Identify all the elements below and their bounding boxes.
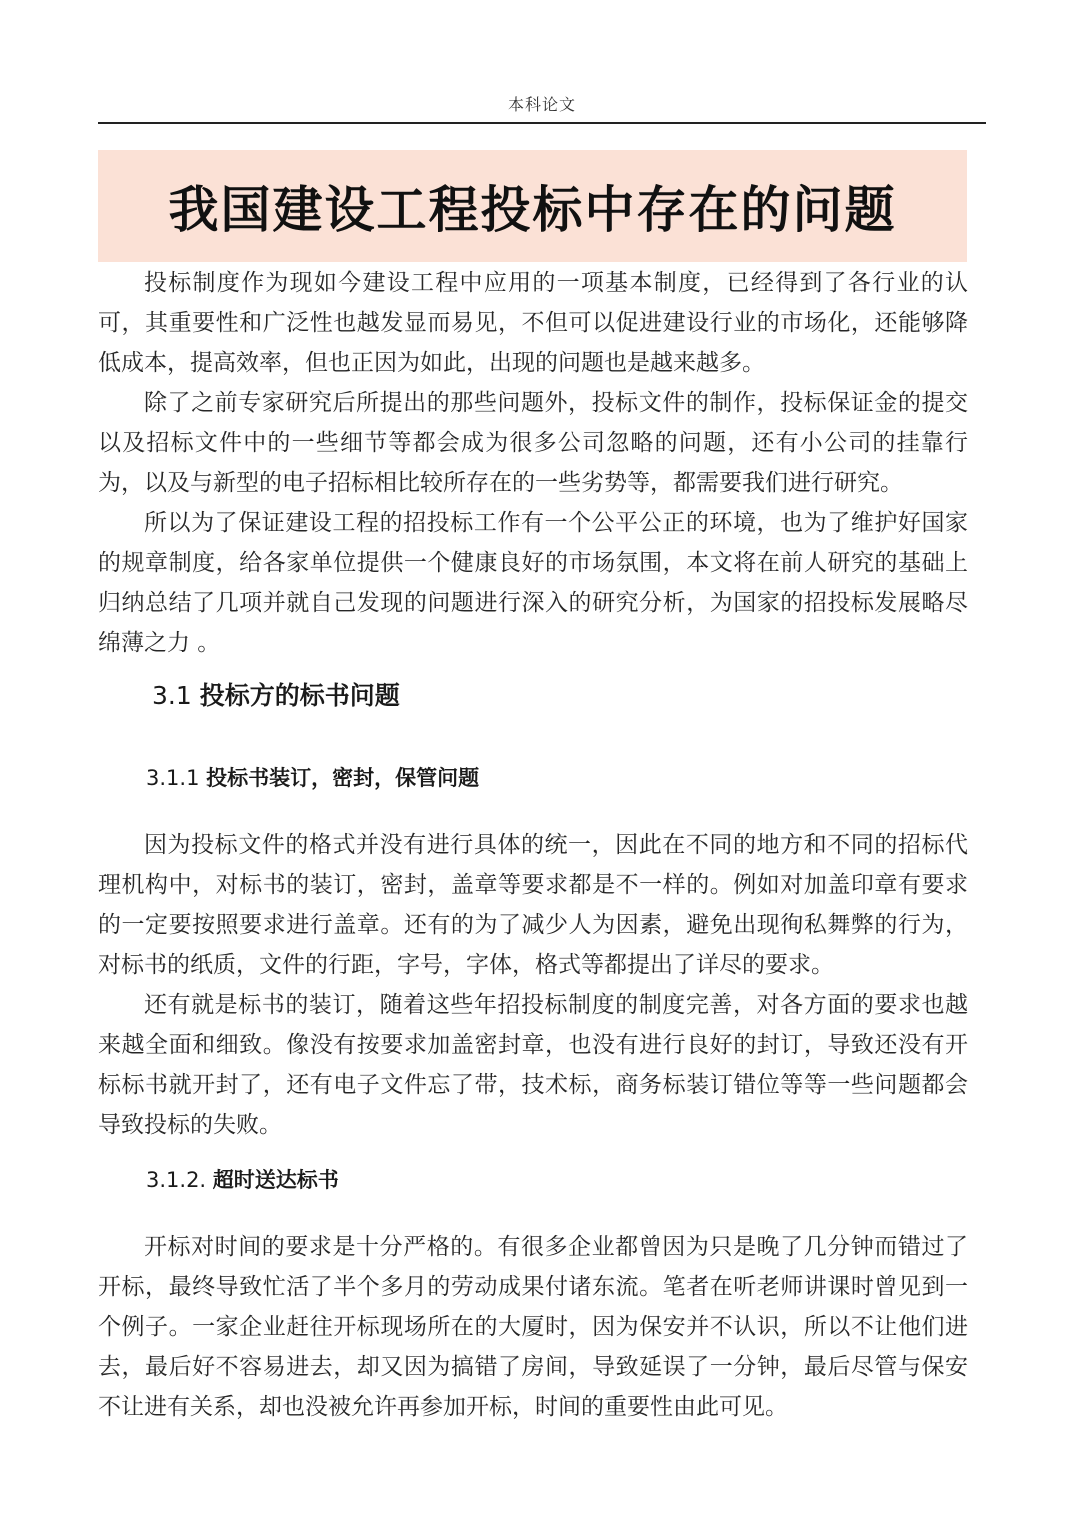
section-number: 3.1.2. — [146, 1168, 207, 1192]
section-heading-3-1-2 — [146, 1164, 339, 1194]
section-number: 3.1 — [152, 681, 192, 710]
section-title: 投标书装订，密封，保管问题 — [206, 766, 480, 790]
header-divider — [98, 122, 986, 124]
section-heading-3-1 — [152, 676, 400, 712]
section-heading-3-1-1 — [146, 762, 479, 792]
section-3-1-2-paragraph-1: 开标对时间的要求是十分严格的。有很多企业都曾因为只是晚了几分钟而错过了开标，最终导致忙活了半个多月的劳动成果付诸东流。笔者在听老师讲课时曾见到一个例子。一家企业赶往开标现场所在的大厦时，因为保安并不认识，所以不让他们进去，最后好不容易进去，却又因为搞错了房间，导致延误了一分钟，最后尽管与保安不让进有关系，却也没被允许再参加开标，时间的重要性由此可见。 — [98, 1234, 968, 1420]
section-number: 3.1.1 — [146, 766, 200, 790]
document-title: 我国建设工程投标中存在的问题 — [168, 181, 897, 239]
intro-paragraph-1: 投标制度作为现如今建设工程中应用的一项基本制度，已经得到了各行业的认可，其重要性和广泛性也越发显而易见，不但可以促进建设行业的市场化，还能够降低成本，提高效率，但也正因为如此，出现的问题也是越来越多。 — [98, 270, 968, 376]
intro-paragraph-3: 所以为了保证建设工程的招投标工作有一个公平公正的环境，也为了维护好国家的规章制度，给各家单位提供一个健康良好的市场氛围，本文将在前人研究的基础上归纳总结了几项并就自己发现的问题进行深入的研究分析，为国家的招投标发展略尽绵薄之力 。 — [98, 510, 968, 656]
section-3-1-1-paragraph-1: 因为投标文件的格式并没有进行具体的统一，因此在不同的地方和不同的招标代理机构中，对标书的装订，密封，盖章等要求都是不一样的。例如对加盖印章有要求的一定要按照要求进行盖章。还有的为了减少人为因素，避免出现徇私舞弊的行为，对标书的纸质，文件的行距，字号，字体，格式等都提出了详尽的要求。 — [98, 832, 968, 978]
intro-paragraph-2: 除了之前专家研究后所提出的那些问题外，投标文件的制作，投标保证金的提交以及招标文件中的一些细节等都会成为很多公司忽略的问题，还有小公司的挂靠行为，以及与新型的电子招标相比较所存在的一些劣势等，都需要我们进行研究。 — [98, 390, 968, 496]
section-title: 投标方的标书问题 — [199, 681, 400, 710]
section-3-1-1-paragraph-2: 还有就是标书的装订，随着这些年招投标制度的制度完善，对各方面的要求也越来越全面和细致。像没有按要求加盖密封章，也没有进行良好的封订，导致还没有开标标书就开封了，还有电子文件忘了带，技术标，商务标装订错位等等一些问题都会导致投标的失败。 — [98, 992, 968, 1138]
running-header: 本科论文 — [507, 95, 576, 114]
section-title: 超时送达标书 — [212, 1168, 339, 1192]
title-banner — [98, 150, 967, 262]
